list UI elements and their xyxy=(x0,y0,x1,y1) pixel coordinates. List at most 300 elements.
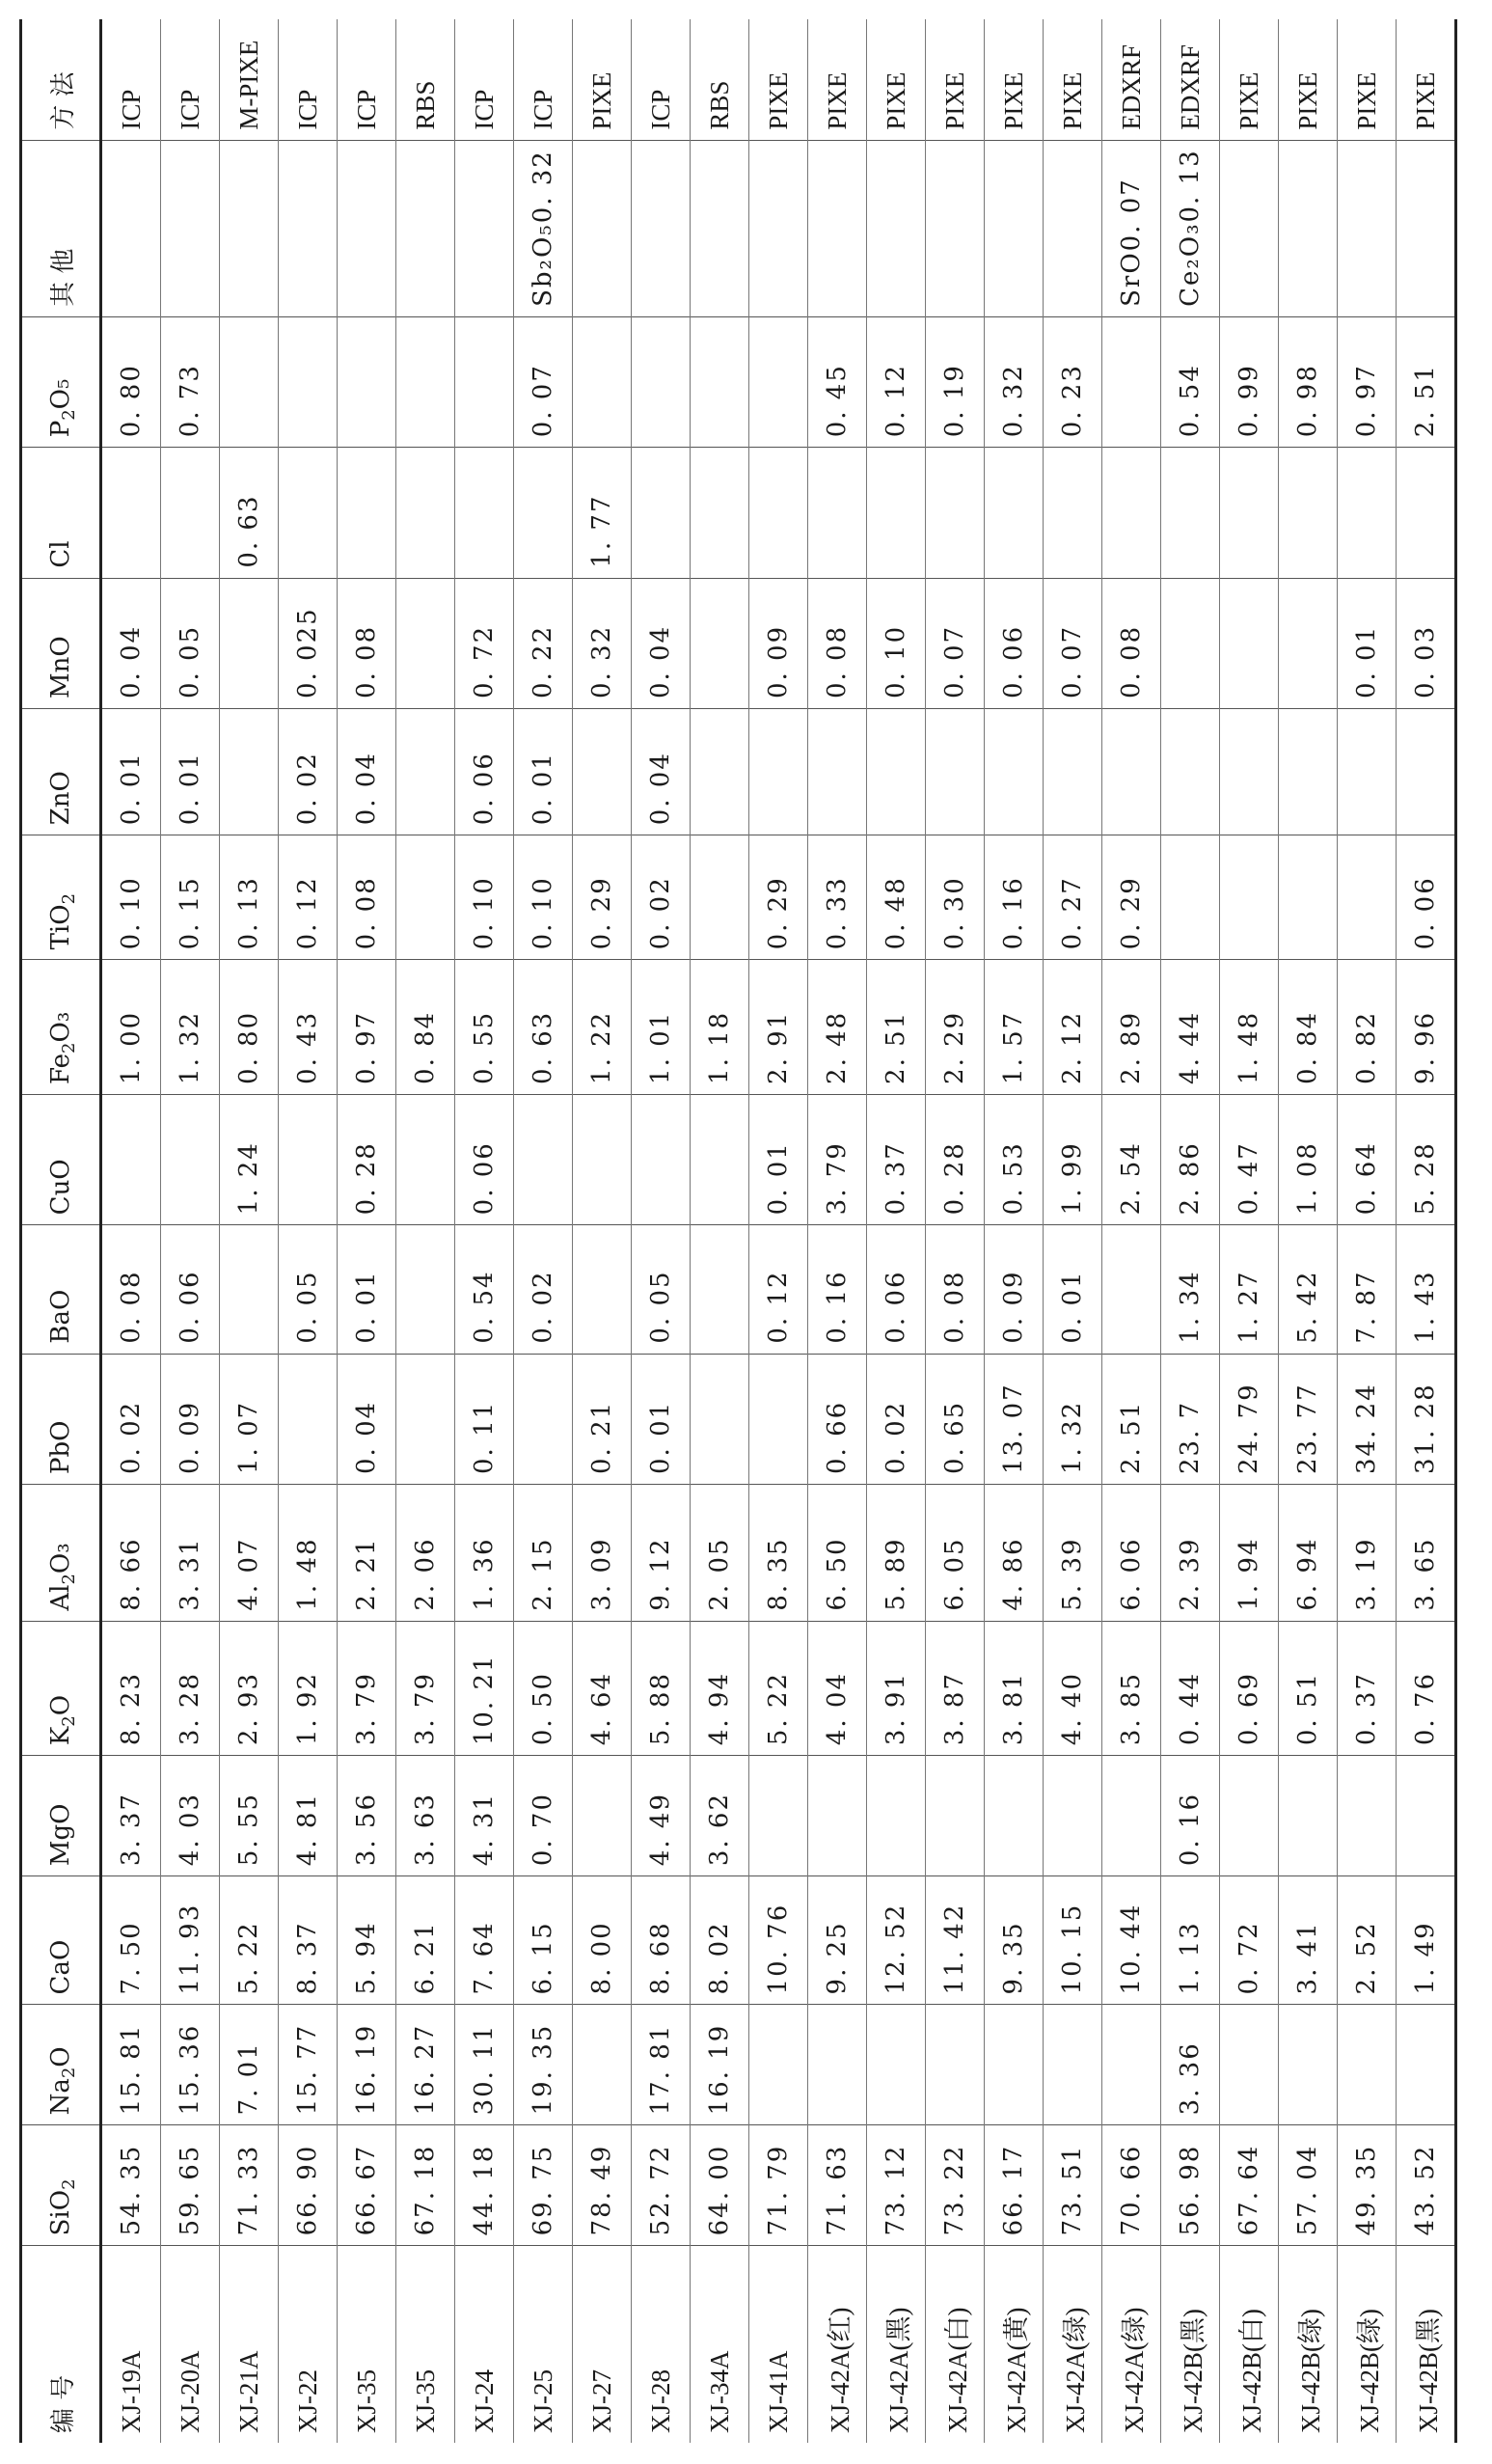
value-cell xyxy=(632,140,691,316)
sample-id-cell: XJ-42A(红) xyxy=(808,2246,867,2443)
column-header-main: SiO xyxy=(46,2189,75,2236)
value-cell xyxy=(1338,835,1397,960)
sample-id-cell: XJ-42A(黑) xyxy=(867,2246,926,2443)
value-cell: 0. 97 xyxy=(1338,316,1397,447)
value-cell: 1. 18 xyxy=(691,960,749,1095)
value-cell: 0. 08 xyxy=(926,1225,985,1354)
value-cell: 0. 48 xyxy=(867,835,926,960)
value-cell: 23. 77 xyxy=(1279,1354,1338,1484)
value-cell xyxy=(926,140,985,316)
sample-id-cell: XJ-42A(绿) xyxy=(1044,2246,1102,2443)
value-cell: 0. 27 xyxy=(1044,835,1102,960)
value-cell: 2. 48 xyxy=(808,960,867,1095)
method-cell: EDXRF xyxy=(1161,19,1220,140)
value-cell xyxy=(1338,448,1397,578)
column-header-tail: O₃ xyxy=(46,1011,75,1043)
value-cell: 0. 47 xyxy=(1220,1094,1279,1224)
value-cell: 7. 87 xyxy=(1338,1225,1397,1354)
value-cell: 1. 22 xyxy=(573,960,632,1095)
value-cell: 73. 51 xyxy=(1044,2125,1102,2246)
value-cell: 1. 24 xyxy=(220,1094,279,1224)
sample-id-cell: XJ-42B(绿) xyxy=(1279,2246,1338,2443)
value-cell: 1. 13 xyxy=(1161,1876,1220,2005)
value-cell: 5. 28 xyxy=(1397,1094,1456,1224)
table-header-row xyxy=(21,19,101,2443)
sample-id-cell: XJ-21A xyxy=(220,2246,279,2443)
value-cell xyxy=(1102,709,1161,835)
value-cell: 0. 16 xyxy=(808,1225,867,1354)
value-cell: 52. 72 xyxy=(632,2125,691,2246)
method-cell: PIXE xyxy=(1338,19,1397,140)
value-cell: 17. 81 xyxy=(632,2005,691,2125)
value-cell xyxy=(455,140,514,316)
value-cell: 10. 21 xyxy=(455,1621,514,1756)
value-cell xyxy=(1044,140,1102,316)
method-cell: PIXE xyxy=(1220,19,1279,140)
column-header xyxy=(21,709,101,835)
value-cell: 2. 51 xyxy=(1102,1354,1161,1484)
value-cell: 5. 42 xyxy=(1279,1225,1338,1354)
value-cell xyxy=(808,1756,867,1876)
value-cell: 16. 19 xyxy=(338,2005,396,2125)
value-cell: 4. 31 xyxy=(455,1756,514,1876)
value-cell xyxy=(1044,2005,1102,2125)
value-cell: 0. 025 xyxy=(279,578,338,708)
value-cell xyxy=(573,140,632,316)
method-cell: ICP xyxy=(161,19,220,140)
table-row xyxy=(1338,19,1397,2443)
value-cell: 4. 81 xyxy=(279,1756,338,1876)
value-cell xyxy=(396,140,455,316)
value-cell xyxy=(514,1354,573,1484)
glass-composition-table xyxy=(19,19,1457,2443)
value-cell: 2. 12 xyxy=(1044,960,1102,1095)
value-cell: 3. 79 xyxy=(808,1094,867,1224)
value-cell: 1. 00 xyxy=(101,960,161,1095)
value-cell xyxy=(1279,140,1338,316)
value-cell: 57. 04 xyxy=(1279,2125,1338,2246)
sample-id-cell: XJ-42A(黄) xyxy=(985,2246,1044,2443)
value-cell xyxy=(1102,2005,1161,2125)
value-cell xyxy=(220,709,279,835)
value-cell: 0. 08 xyxy=(338,578,396,708)
value-cell: 6. 50 xyxy=(808,1485,867,1622)
value-cell xyxy=(691,709,749,835)
value-cell: 2. 06 xyxy=(396,1485,455,1622)
value-cell xyxy=(1279,2005,1338,2125)
value-cell: 5. 89 xyxy=(867,1485,926,1622)
value-cell xyxy=(1220,140,1279,316)
value-cell: 9. 25 xyxy=(808,1876,867,2005)
value-cell xyxy=(749,140,808,316)
value-cell: 3. 79 xyxy=(396,1621,455,1756)
value-cell: 31. 28 xyxy=(1397,1354,1456,1484)
value-cell: 0. 63 xyxy=(514,960,573,1095)
value-cell: 1. 32 xyxy=(1044,1354,1102,1484)
value-cell: 1. 77 xyxy=(573,448,632,578)
value-cell: 0. 12 xyxy=(867,316,926,447)
column-header-main: Al xyxy=(46,1584,75,1611)
value-cell: 0. 30 xyxy=(926,835,985,960)
value-cell: 7. 50 xyxy=(101,1876,161,2005)
table-row xyxy=(1279,19,1338,2443)
column-header xyxy=(21,1756,101,1876)
value-cell xyxy=(1220,1756,1279,1876)
value-cell: 0. 06 xyxy=(985,578,1044,708)
value-cell xyxy=(691,1354,749,1484)
value-cell: 67. 18 xyxy=(396,2125,455,2246)
column-header xyxy=(21,1485,101,1622)
value-cell xyxy=(1397,448,1456,578)
value-cell: 71. 79 xyxy=(749,2125,808,2246)
value-cell: SrO0. 07 xyxy=(1102,140,1161,316)
value-cell: 1. 43 xyxy=(1397,1225,1456,1354)
value-cell: 1. 08 xyxy=(1279,1094,1338,1224)
value-cell: 0. 65 xyxy=(926,1354,985,1484)
value-cell: 0. 50 xyxy=(514,1621,573,1756)
value-cell: 5. 94 xyxy=(338,1876,396,2005)
value-cell xyxy=(1220,835,1279,960)
sample-id-cell: XJ-42A(白) xyxy=(926,2246,985,2443)
column-header xyxy=(21,2246,101,2443)
value-cell: 4. 03 xyxy=(161,1756,220,1876)
table-row xyxy=(867,19,926,2443)
value-cell: 0. 64 xyxy=(1338,1094,1397,1224)
value-cell: 6. 94 xyxy=(1279,1485,1338,1622)
value-cell: 9. 35 xyxy=(985,1876,1044,2005)
column-header-subscript: 2 xyxy=(59,892,79,905)
value-cell: 2. 52 xyxy=(1338,1876,1397,2005)
value-cell xyxy=(808,2005,867,2125)
value-cell: 0. 08 xyxy=(808,578,867,708)
value-cell: 0. 02 xyxy=(867,1354,926,1484)
column-header-main: Cl xyxy=(46,540,75,568)
method-cell: PIXE xyxy=(1397,19,1456,140)
sample-id-cell: XJ-27 xyxy=(573,2246,632,2443)
value-cell xyxy=(573,1756,632,1876)
value-cell: 5. 55 xyxy=(220,1756,279,1876)
value-cell xyxy=(926,709,985,835)
method-cell: PIXE xyxy=(867,19,926,140)
value-cell: 0. 16 xyxy=(985,835,1044,960)
value-cell: 5. 88 xyxy=(632,1621,691,1756)
value-cell: 0. 37 xyxy=(867,1094,926,1224)
value-cell: 4. 04 xyxy=(808,1621,867,1756)
value-cell: 0. 06 xyxy=(455,709,514,835)
value-cell xyxy=(1220,578,1279,708)
value-cell: 0. 21 xyxy=(573,1354,632,1484)
method-cell: PIXE xyxy=(1044,19,1102,140)
value-cell: 0. 01 xyxy=(632,1354,691,1484)
value-cell: 1. 92 xyxy=(279,1621,338,1756)
column-header-main: TiO xyxy=(46,904,75,950)
value-cell xyxy=(691,835,749,960)
value-cell: 5. 22 xyxy=(220,1876,279,2005)
value-cell: 0. 23 xyxy=(1044,316,1102,447)
value-cell: 15. 81 xyxy=(101,2005,161,2125)
value-cell xyxy=(1044,448,1102,578)
table-row xyxy=(514,19,573,2443)
value-cell: 64. 00 xyxy=(691,2125,749,2246)
value-cell: 3. 87 xyxy=(926,1621,985,1756)
table-row xyxy=(1220,19,1279,2443)
sample-id-cell: XJ-24 xyxy=(455,2246,514,2443)
value-cell xyxy=(101,1094,161,1224)
value-cell: 73. 12 xyxy=(867,2125,926,2246)
value-cell xyxy=(514,448,573,578)
value-cell xyxy=(396,835,455,960)
value-cell: 4. 44 xyxy=(1161,960,1220,1095)
value-cell: 3. 41 xyxy=(1279,1876,1338,2005)
value-cell: 0. 01 xyxy=(1044,1225,1102,1354)
column-header xyxy=(21,1094,101,1224)
value-cell: 1. 01 xyxy=(632,960,691,1095)
value-cell: 0. 10 xyxy=(867,578,926,708)
value-cell: 1. 94 xyxy=(1220,1485,1279,1622)
method-cell: ICP xyxy=(101,19,161,140)
column-header-main: CaO xyxy=(46,1939,75,1995)
value-cell: 1. 57 xyxy=(985,960,1044,1095)
value-cell: 12. 52 xyxy=(867,1876,926,2005)
column-header-main: Na xyxy=(46,2078,75,2116)
table-row xyxy=(161,19,220,2443)
value-cell xyxy=(279,448,338,578)
value-cell xyxy=(691,578,749,708)
value-cell xyxy=(985,140,1044,316)
value-cell: 24. 79 xyxy=(1220,1354,1279,1484)
method-cell: ICP xyxy=(338,19,396,140)
value-cell: 3. 62 xyxy=(691,1756,749,1876)
value-cell: 0. 04 xyxy=(632,578,691,708)
value-cell xyxy=(926,448,985,578)
value-cell: 0. 02 xyxy=(632,835,691,960)
value-cell: 78. 49 xyxy=(573,2125,632,2246)
value-cell xyxy=(1338,2005,1397,2125)
value-cell: 3. 09 xyxy=(573,1485,632,1622)
value-cell xyxy=(220,316,279,447)
table-row xyxy=(1044,19,1102,2443)
value-cell: 4. 64 xyxy=(573,1621,632,1756)
value-cell xyxy=(632,316,691,447)
value-cell xyxy=(1102,316,1161,447)
value-cell: 0. 01 xyxy=(101,709,161,835)
value-cell: 1. 34 xyxy=(1161,1225,1220,1354)
column-header xyxy=(21,578,101,708)
value-cell: 2. 91 xyxy=(749,960,808,1095)
value-cell: 0. 22 xyxy=(514,578,573,708)
value-cell: 8. 02 xyxy=(691,1876,749,2005)
value-cell xyxy=(749,2005,808,2125)
sample-id-cell: XJ-42B(白) xyxy=(1220,2246,1279,2443)
value-cell: 0. 09 xyxy=(161,1354,220,1484)
value-cell: 6. 15 xyxy=(514,1876,573,2005)
value-cell: 0. 05 xyxy=(161,578,220,708)
value-cell: 0. 09 xyxy=(749,578,808,708)
value-cell xyxy=(691,316,749,447)
value-cell: 0. 01 xyxy=(514,709,573,835)
value-cell: 3. 81 xyxy=(985,1621,1044,1756)
value-cell: 2. 21 xyxy=(338,1485,396,1622)
value-cell xyxy=(749,316,808,447)
value-cell xyxy=(749,1756,808,1876)
column-header-tail: O₅ xyxy=(46,378,75,410)
value-cell: 1. 36 xyxy=(455,1485,514,1622)
value-cell xyxy=(867,709,926,835)
value-cell xyxy=(1397,2005,1456,2125)
column-header-main: P xyxy=(46,420,75,438)
sample-id-cell: XJ-19A xyxy=(101,2246,161,2443)
value-cell: 0. 37 xyxy=(1338,1621,1397,1756)
value-cell: 0. 32 xyxy=(985,316,1044,447)
value-cell: 0. 54 xyxy=(455,1225,514,1354)
value-cell: 8. 23 xyxy=(101,1621,161,1756)
value-cell xyxy=(573,1225,632,1354)
value-cell: 0. 66 xyxy=(808,1354,867,1484)
value-cell: 0. 84 xyxy=(396,960,455,1095)
value-cell xyxy=(1279,1756,1338,1876)
value-cell: 0. 06 xyxy=(161,1225,220,1354)
value-cell: 5. 39 xyxy=(1044,1485,1102,1622)
sample-id-cell: XJ-25 xyxy=(514,2246,573,2443)
value-cell: 0. 97 xyxy=(338,960,396,1095)
table-row xyxy=(101,19,161,2443)
value-cell xyxy=(279,1354,338,1484)
value-cell: 6. 06 xyxy=(1102,1485,1161,1622)
column-header-tail: O₃ xyxy=(46,1543,75,1574)
value-cell: 0. 02 xyxy=(101,1354,161,1484)
value-cell: 0. 04 xyxy=(101,578,161,708)
value-cell xyxy=(691,140,749,316)
value-cell xyxy=(985,448,1044,578)
value-cell: 8. 00 xyxy=(573,1876,632,2005)
method-cell: PIXE xyxy=(573,19,632,140)
column-header xyxy=(21,1876,101,2005)
column-header xyxy=(21,140,101,316)
method-cell: ICP xyxy=(514,19,573,140)
value-cell xyxy=(161,448,220,578)
value-cell: 1. 32 xyxy=(161,960,220,1095)
value-cell: 0. 10 xyxy=(514,835,573,960)
column-header-subscript: 2 xyxy=(59,1574,79,1585)
value-cell xyxy=(1338,140,1397,316)
value-cell xyxy=(926,2005,985,2125)
value-cell: 7. 64 xyxy=(455,1876,514,2005)
value-cell xyxy=(279,1094,338,1224)
value-cell: 2. 15 xyxy=(514,1485,573,1622)
column-header-main: 编 号 xyxy=(48,2374,78,2433)
column-header xyxy=(21,1354,101,1484)
value-cell: 0. 33 xyxy=(808,835,867,960)
value-cell: 0. 10 xyxy=(455,835,514,960)
value-cell xyxy=(1161,709,1220,835)
value-cell xyxy=(1102,1756,1161,1876)
value-cell xyxy=(338,140,396,316)
method-cell: PIXE xyxy=(1279,19,1338,140)
value-cell xyxy=(749,1354,808,1484)
sample-id-cell: XJ-42B(黑) xyxy=(1161,2246,1220,2443)
column-header xyxy=(21,1225,101,1354)
sample-id-cell: XJ-42A(绿) xyxy=(1102,2246,1161,2443)
value-cell: 0. 07 xyxy=(514,316,573,447)
value-cell xyxy=(867,140,926,316)
column-header-tail: O xyxy=(46,2046,75,2067)
value-cell: 0. 44 xyxy=(1161,1621,1220,1756)
value-cell: 66. 67 xyxy=(338,2125,396,2246)
value-cell: 0. 01 xyxy=(161,709,220,835)
value-cell: 23. 7 xyxy=(1161,1354,1220,1484)
value-cell: 8. 66 xyxy=(101,1485,161,1622)
column-header xyxy=(21,448,101,578)
value-cell: 11. 93 xyxy=(161,1876,220,2005)
value-cell xyxy=(1161,835,1220,960)
table-row xyxy=(926,19,985,2443)
value-cell: 56. 98 xyxy=(1161,2125,1220,2246)
value-cell: 9. 96 xyxy=(1397,960,1456,1095)
value-cell: 0. 82 xyxy=(1338,960,1397,1095)
table-row xyxy=(691,19,749,2443)
value-cell xyxy=(396,578,455,708)
sample-id-cell: XJ-41A xyxy=(749,2246,808,2443)
value-cell: 43. 52 xyxy=(1397,2125,1456,2246)
value-cell: 0. 72 xyxy=(1220,1876,1279,2005)
value-cell: 0. 07 xyxy=(1044,578,1102,708)
sample-id-cell: XJ-42B(绿) xyxy=(1338,2246,1397,2443)
value-cell: 4. 40 xyxy=(1044,1621,1102,1756)
value-cell xyxy=(573,709,632,835)
value-cell: 0. 05 xyxy=(632,1225,691,1354)
value-cell: 66. 17 xyxy=(985,2125,1044,2246)
column-header-main: Fe xyxy=(46,1053,75,1084)
column-header-subscript: 2 xyxy=(59,1715,79,1727)
value-cell xyxy=(1220,2005,1279,2125)
value-cell xyxy=(985,709,1044,835)
value-cell: 15. 36 xyxy=(161,2005,220,2125)
value-cell: 0. 29 xyxy=(573,835,632,960)
column-header-tail: O xyxy=(46,1694,75,1716)
value-cell: 0. 01 xyxy=(1338,578,1397,708)
value-cell: 71. 33 xyxy=(220,2125,279,2246)
value-cell: 0. 06 xyxy=(455,1094,514,1224)
value-cell xyxy=(691,448,749,578)
value-cell xyxy=(279,316,338,447)
value-cell: 0. 06 xyxy=(1397,835,1456,960)
value-cell: 0. 16 xyxy=(1161,1756,1220,1876)
column-header-main: CuO xyxy=(46,1159,75,1216)
value-cell: 0. 02 xyxy=(514,1225,573,1354)
value-cell: 0. 04 xyxy=(338,709,396,835)
value-cell xyxy=(632,1094,691,1224)
value-cell: Sb₂O₅0. 32 xyxy=(514,140,573,316)
value-cell: 16. 19 xyxy=(691,2005,749,2125)
column-header xyxy=(21,19,101,140)
method-cell: PIXE xyxy=(749,19,808,140)
value-cell: 10. 15 xyxy=(1044,1876,1102,2005)
value-cell xyxy=(1279,709,1338,835)
method-cell: ICP xyxy=(279,19,338,140)
column-header xyxy=(21,2005,101,2125)
value-cell xyxy=(1044,1756,1102,1876)
table-row xyxy=(279,19,338,2443)
value-cell: 49. 35 xyxy=(1338,2125,1397,2246)
value-cell xyxy=(1102,448,1161,578)
value-cell xyxy=(455,448,514,578)
value-cell xyxy=(691,1094,749,1224)
value-cell: 0. 72 xyxy=(455,578,514,708)
value-cell xyxy=(220,140,279,316)
value-cell xyxy=(573,2005,632,2125)
value-cell: 1. 48 xyxy=(279,1485,338,1622)
method-cell: PIXE xyxy=(808,19,867,140)
